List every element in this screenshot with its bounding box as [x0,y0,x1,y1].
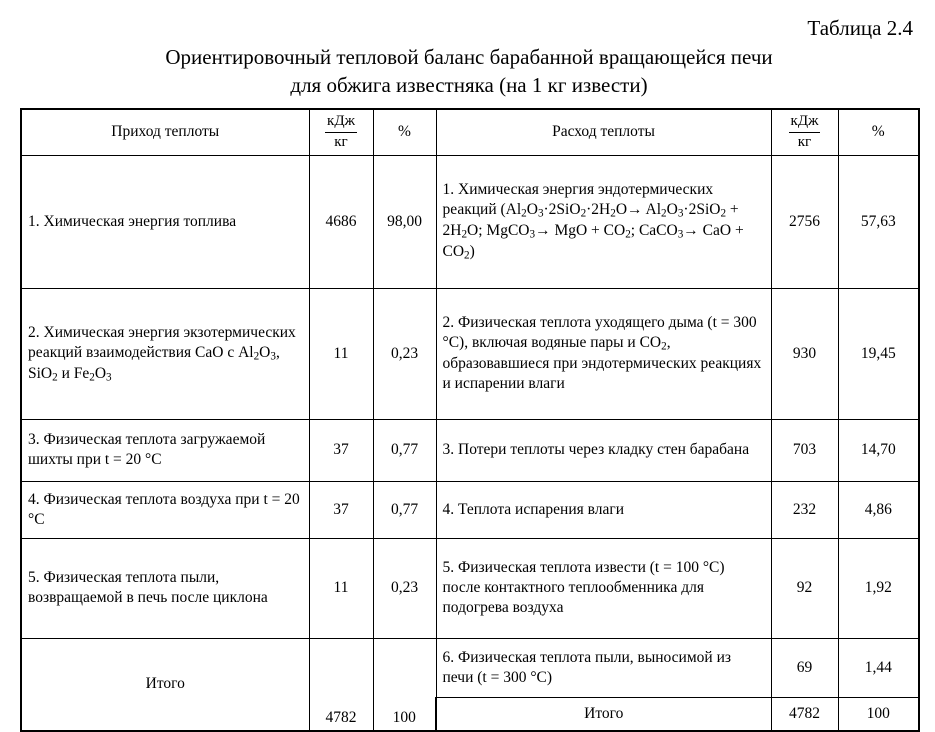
header-income-unit [309,109,373,155]
income-item-5-kj: 11 [309,538,373,638]
table-row [21,288,919,419]
table-row [21,155,919,288]
income-item-4-description: 4. Физическая теплота воздуха при t = 20 °C [21,481,309,538]
income-item-5-percent: 0,23 [373,538,436,638]
expense-item-3-kj: 703 [771,419,838,481]
table-header-row [21,109,919,155]
table-row [21,638,919,697]
header-income: Приход теплоты [21,109,309,155]
expense-item-3-percent: 14,70 [838,419,919,481]
table-row [21,419,919,481]
income-item-2-description: 2. Химическая энергия экзотермических реакций взаимодействия CaO с $Al_2O_3$, SiO$_2$ и $Fe_2O_3$ [21,288,309,419]
expense-item-4-kj: 232 [771,481,838,538]
income-total-percent: 100 [373,638,436,731]
expense-item-2-description: 2. Физическая теплота уходящего дыма (t = 300 °C), включая водяные пары и $CO_2$, образовавшиеся при эндотермических реакциях и испарении влаги [436,288,771,419]
header-income-percent: % [373,109,436,155]
unit-denominator: кг [789,132,821,152]
expense-item-2-percent: 19,45 [838,288,919,419]
income-item-3-kj: 37 [309,419,373,481]
income-item-1-description: 1. Химическая энергия топлива [21,155,309,288]
income-item-2-percent: 0,23 [373,288,436,419]
income-item-1-percent: 98,00 [373,155,436,288]
income-item-4-percent: 0,77 [373,481,436,538]
heat-balance-table [20,108,920,732]
expense-item-6-percent: 1,44 [838,638,919,697]
table-row [21,538,919,638]
table-title [20,44,918,99]
expense-item-4-percent: 4,86 [838,481,919,538]
expense-item-5-kj: 92 [771,538,838,638]
expense-item-4-description: 4. Теплота испарения влаги [436,481,771,538]
expense-total-label: Итого [436,697,771,731]
income-item-2-kj: 11 [309,288,373,419]
expense-item-3-description: 3. Потери теплоты через кладку стен барабана [436,419,771,481]
expense-item-1-percent: 57,63 [838,155,919,288]
expense-item-5-description: 5. Физическая теплота извести (t = 100 °C) после контактного теплообменника для подогрева воздуха [436,538,771,638]
header-expense-unit [771,109,838,155]
expense-item-6-kj: 69 [771,638,838,697]
expense-item-2-kj: 930 [771,288,838,419]
income-item-5-description: 5. Физическая теплота пыли, возвращаемой в печь после циклона [21,538,309,638]
unit-numerator: кДж [327,113,355,129]
expense-item-1-description: 1. Химическая энергия эндотермических реакций ($Al_2O_3\cdot 2SiO_2\cdot 2H_2O\to Al_2O_3\cdot 2SiO_2 + 2H_2O$; MgCO$_3$→ MgO + $CO_2$; CaCO$_3$→ CaO + $CO_2$) [436,155,771,288]
table-title-line-1: Ориентировочный тепловой баланс барабанной вращающейся печи [165,45,773,69]
unit-fraction-income [325,113,357,151]
income-total-kj: 4782 [309,638,373,731]
header-expense: Расход теплоты [436,109,771,155]
expense-total-kj: 4782 [771,697,838,731]
unit-denominator: кг [325,132,357,152]
unit-fraction-expense [789,113,821,151]
table-number-caption: Таблица 2.4 [807,16,913,40]
expense-total-percent: 100 [838,697,919,731]
expense-item-6-description: 6. Физическая теплота пыли, выносимой из печи (t = 300 °C) [436,638,771,697]
unit-numerator: кДж [790,113,819,129]
income-item-1-kj: 4686 [309,155,373,288]
income-item-3-percent: 0,77 [373,419,436,481]
table-row [21,481,919,538]
table-title-line-2: для обжига известняка (на 1 кг извести) [290,72,648,97]
header-expense-percent: % [838,109,919,155]
expense-item-5-percent: 1,92 [838,538,919,638]
income-item-3-description: 3. Физическая теплота загружаемой шихты при t = 20 °C [21,419,309,481]
expense-item-1-kj: 2756 [771,155,838,288]
income-item-4-kj: 37 [309,481,373,538]
income-total-label: Итого [21,638,309,731]
